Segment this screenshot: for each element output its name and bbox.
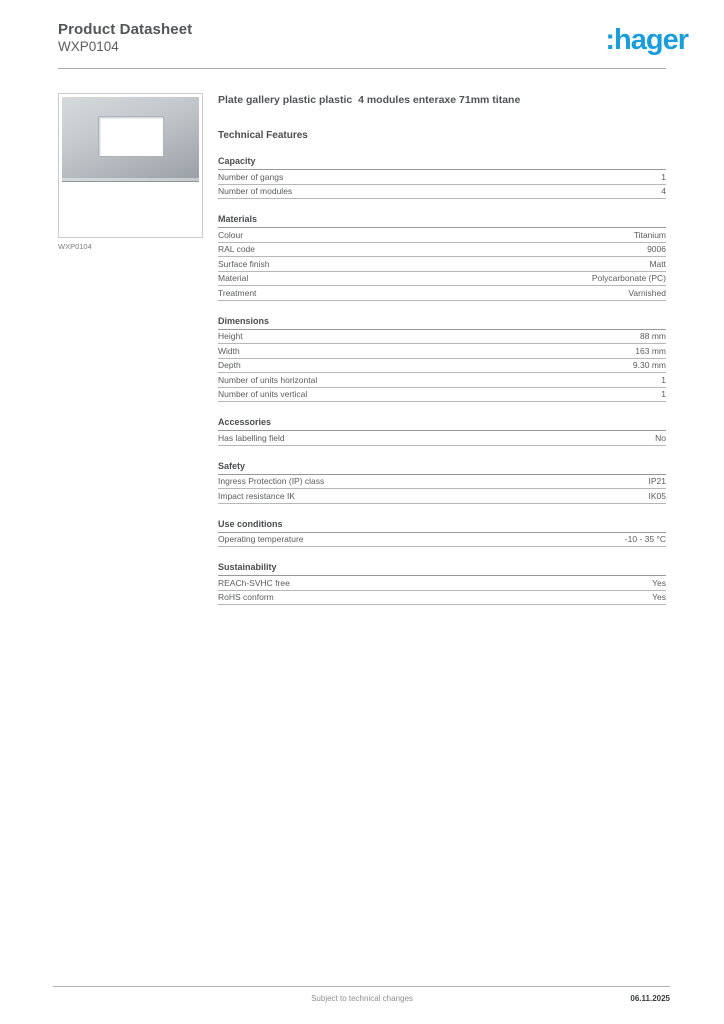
spec-value: 163 mm	[635, 345, 666, 356]
spec-label: Number of gangs	[218, 171, 284, 182]
product-image-caption: WXP0104	[58, 242, 92, 251]
table-row	[218, 533, 666, 548]
spec-value: Yes	[652, 592, 666, 602]
table-row	[218, 359, 666, 374]
table-row	[218, 576, 666, 591]
table-row	[218, 431, 666, 446]
spec-value: 9006	[647, 244, 666, 254]
table-row	[218, 185, 666, 200]
header-divider	[58, 68, 666, 69]
footer-date: 06.11.2025	[630, 994, 670, 1003]
spec-value: Varnished	[628, 287, 666, 298]
spec-label: Depth	[218, 360, 241, 370]
spec-value: 9.30 mm	[632, 360, 666, 370]
spec-label: Operating temperature	[218, 534, 304, 544]
section-dimensions	[218, 316, 666, 403]
spec-value: IK05	[648, 490, 666, 501]
table-row	[218, 373, 666, 388]
table-row	[218, 286, 666, 301]
spec-label: REACh-SVHC free	[218, 577, 290, 588]
spec-value: 1	[661, 374, 666, 385]
table-row	[218, 243, 666, 258]
spec-label: Material	[218, 273, 249, 283]
table-row	[218, 228, 666, 243]
spec-value: Titanium	[633, 229, 666, 240]
hager-logo: :hager	[605, 24, 688, 56]
spec-value: 88 mm	[640, 331, 666, 341]
spec-label: RAL code	[218, 244, 256, 254]
spec-value: -10 - 35 °C	[624, 534, 666, 544]
product-reference: WXP0104	[58, 39, 119, 54]
plate-illustration	[62, 97, 199, 182]
table-row	[218, 170, 666, 185]
spec-label: Has labelling field	[218, 432, 285, 443]
section-title: Sustainability	[218, 562, 666, 576]
spec-value: Polycarbonate (PC)	[591, 273, 666, 283]
spec-label: Colour	[218, 229, 244, 240]
plate-cutout	[98, 116, 164, 157]
section-title: Materials	[218, 214, 666, 228]
section-title: Safety	[218, 461, 666, 475]
section-accessories	[218, 417, 666, 446]
footer-divider	[53, 986, 670, 987]
spec-label: Ingress Protection (IP) class	[218, 476, 325, 486]
footer-note: Subject to technical changes	[311, 994, 413, 1003]
spec-value: IP21	[648, 476, 666, 486]
spec-value: 1	[661, 171, 666, 182]
table-row	[218, 344, 666, 359]
spec-value: Yes	[652, 577, 666, 588]
spec-label: Impact resistance IK	[218, 490, 296, 501]
spec-label: Number of modules	[218, 186, 293, 196]
spec-value: No	[655, 432, 666, 443]
table-row	[218, 475, 666, 490]
section-title: Accessories	[218, 417, 666, 431]
product-image	[58, 93, 203, 238]
section-safety	[218, 461, 666, 504]
spec-label: Surface finish	[218, 258, 270, 269]
section-capacity	[218, 156, 666, 199]
spec-label: Treatment	[218, 287, 257, 298]
section-use-conditions	[218, 519, 666, 548]
section-title: Use conditions	[218, 519, 666, 533]
section-materials	[218, 214, 666, 301]
table-row	[218, 330, 666, 345]
table-row	[218, 257, 666, 272]
spec-label: Number of units horizontal	[218, 374, 318, 385]
spec-column	[218, 94, 666, 605]
spec-label: RoHS conform	[218, 592, 274, 602]
section-title: Dimensions	[218, 316, 666, 330]
spec-value: 1	[661, 389, 666, 399]
page-title: Product Datasheet	[58, 21, 193, 38]
section-title: Capacity	[218, 156, 666, 170]
technical-features-heading: Technical Features	[218, 130, 308, 141]
section-sustainability	[218, 562, 666, 605]
spec-label: Number of units vertical	[218, 389, 308, 399]
spec-label: Width	[218, 345, 240, 356]
spec-value: Matt	[649, 258, 666, 269]
table-row	[218, 388, 666, 403]
table-row	[218, 591, 666, 606]
table-row	[218, 489, 666, 504]
table-row	[218, 272, 666, 287]
product-description: Plate gallery plastic plastic 4 modules enteraxe 71mm titane	[218, 94, 521, 106]
spec-label: Height	[218, 331, 243, 341]
spec-value: 4	[661, 186, 666, 196]
